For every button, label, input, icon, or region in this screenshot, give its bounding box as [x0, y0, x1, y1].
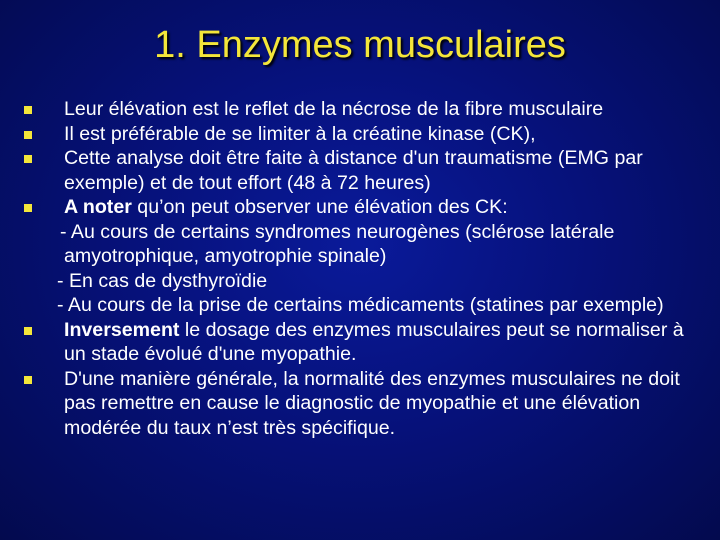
bullet-text: Leur élévation est le reflet de la nécrose de la fibre musculaire: [64, 98, 604, 120]
bullet-item: [22, 146, 702, 195]
bullet-item: [22, 367, 702, 441]
bullet-item: [22, 318, 702, 367]
bullet-bold-text: Inversement: [64, 318, 180, 341]
bullet-list: [22, 97, 702, 440]
bullet-text: Il est préférable de se limiter à la créatine kinase (CK),: [64, 122, 536, 145]
sub-item: - Au cours de certains syndromes neurogènes (sclérose latérale amyotrophique, amyotrophie spinale): [60, 220, 615, 267]
bullet-bold-text: A noter: [64, 196, 132, 218]
bullet-text: Cette analyse doit être faite à distance d'un traumatisme (EMG par exemple) et de tout effort (48 à 72 heures): [64, 147, 643, 194]
bullet-item: [22, 122, 702, 147]
square-bullet-icon: [24, 131, 32, 139]
sub-item: - En cas de dysthyroïdie: [57, 269, 268, 292]
square-bullet-icon: [24, 155, 32, 163]
bullet-item: [22, 97, 702, 122]
sub-item: - Au cours de la prise de certains médicaments (statines par exemple): [57, 294, 664, 316]
square-bullet-icon: [24, 327, 32, 335]
square-bullet-icon: [24, 106, 32, 114]
bullet-text: D'une manière générale, la normalité des enzymes musculaires ne doit pas remettre en cause le diagnostic de myopathie et une élévation modérée du taux n’est très spécifique.: [64, 367, 680, 439]
bullet-item: [22, 195, 702, 318]
square-bullet-icon: [24, 376, 32, 384]
square-bullet-icon: [24, 204, 32, 212]
bullet-text: le dosage des enzymes musculaires peut se normaliser à un stade évolué d'une myopathie.: [64, 318, 684, 365]
slide-title: 1. Enzymes musculaires: [154, 24, 566, 66]
bullet-text: qu’on peut observer une élévation des CK:: [131, 196, 508, 218]
